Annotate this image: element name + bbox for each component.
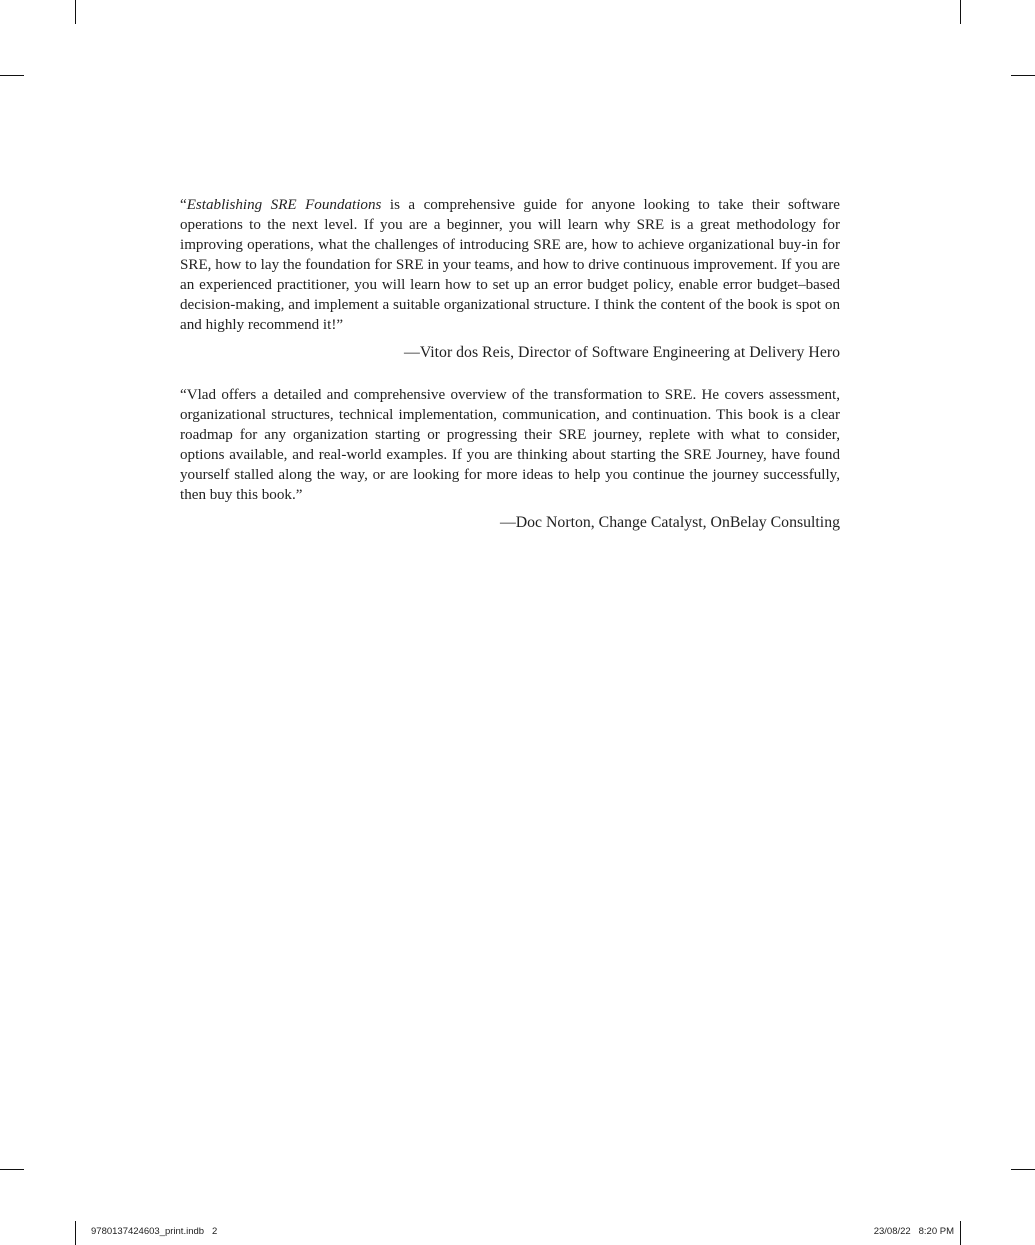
endorsement-2: [180, 385, 840, 533]
endorsements-section: [180, 195, 840, 533]
crop-mark-left-top: [0, 75, 24, 76]
crop-mark-top-right: [960, 0, 961, 24]
open-quote: “: [180, 197, 187, 213]
crop-mark-right-bottom: [1011, 1169, 1035, 1170]
crop-mark-left-bottom: [0, 1169, 24, 1170]
crop-mark-right-top: [1011, 75, 1035, 76]
endorsement-1-text: is a comprehensive guide for anyone looking to take their software operations to the next level. If you are a beginner, you will learn why SRE is a great methodology for improving operations, what the challenges of introducing SRE are, how to achieve organizational buy-in for SRE, how to lay the foundation for SRE in your teams, and how to drive continuous improvement. If you are an experienced practitioner, you will learn how to set up an error budget policy, enable error budget–based decision-making, and implement a suitable organizational structure. I think the content of the book is spot on and highly recommend it!”: [180, 197, 840, 333]
crop-mark-bottom-right: [960, 1221, 961, 1245]
endorsement-2-quote: “Vlad offers a detailed and comprehensive overview of the transformation to SRE. He covers assessment, organizational structures, technical implementation, communication, and continuation. This book is a clear roadmap for any organization starting or progressing their SRE journey, replete with what to consider, options available, and real-world examples. If you are thinking about starting the SRE Journey, have found yourself stalled along the way, or are looking for more ideas to help you continue the journey successfully, then buy this book.”: [180, 387, 840, 503]
endorsement-1: [180, 195, 840, 363]
crop-mark-bottom-left: [75, 1221, 76, 1245]
endorsement-1-quote: [180, 195, 840, 335]
endorsement-1-attribution: —Vitor dos Reis, Director of Software Engineering at Delivery Hero: [404, 344, 840, 361]
crop-mark-top-left: [75, 0, 76, 24]
endorsement-2-attribution: —Doc Norton, Change Catalyst, OnBelay Consulting: [499, 514, 840, 531]
print-slug-file: 9780137424603_print.indb 2: [91, 1226, 218, 1237]
book-title: Establishing SRE Foundations: [186, 197, 382, 213]
print-slug-datetime: 23/08/22 8:20 PM: [873, 1226, 954, 1237]
